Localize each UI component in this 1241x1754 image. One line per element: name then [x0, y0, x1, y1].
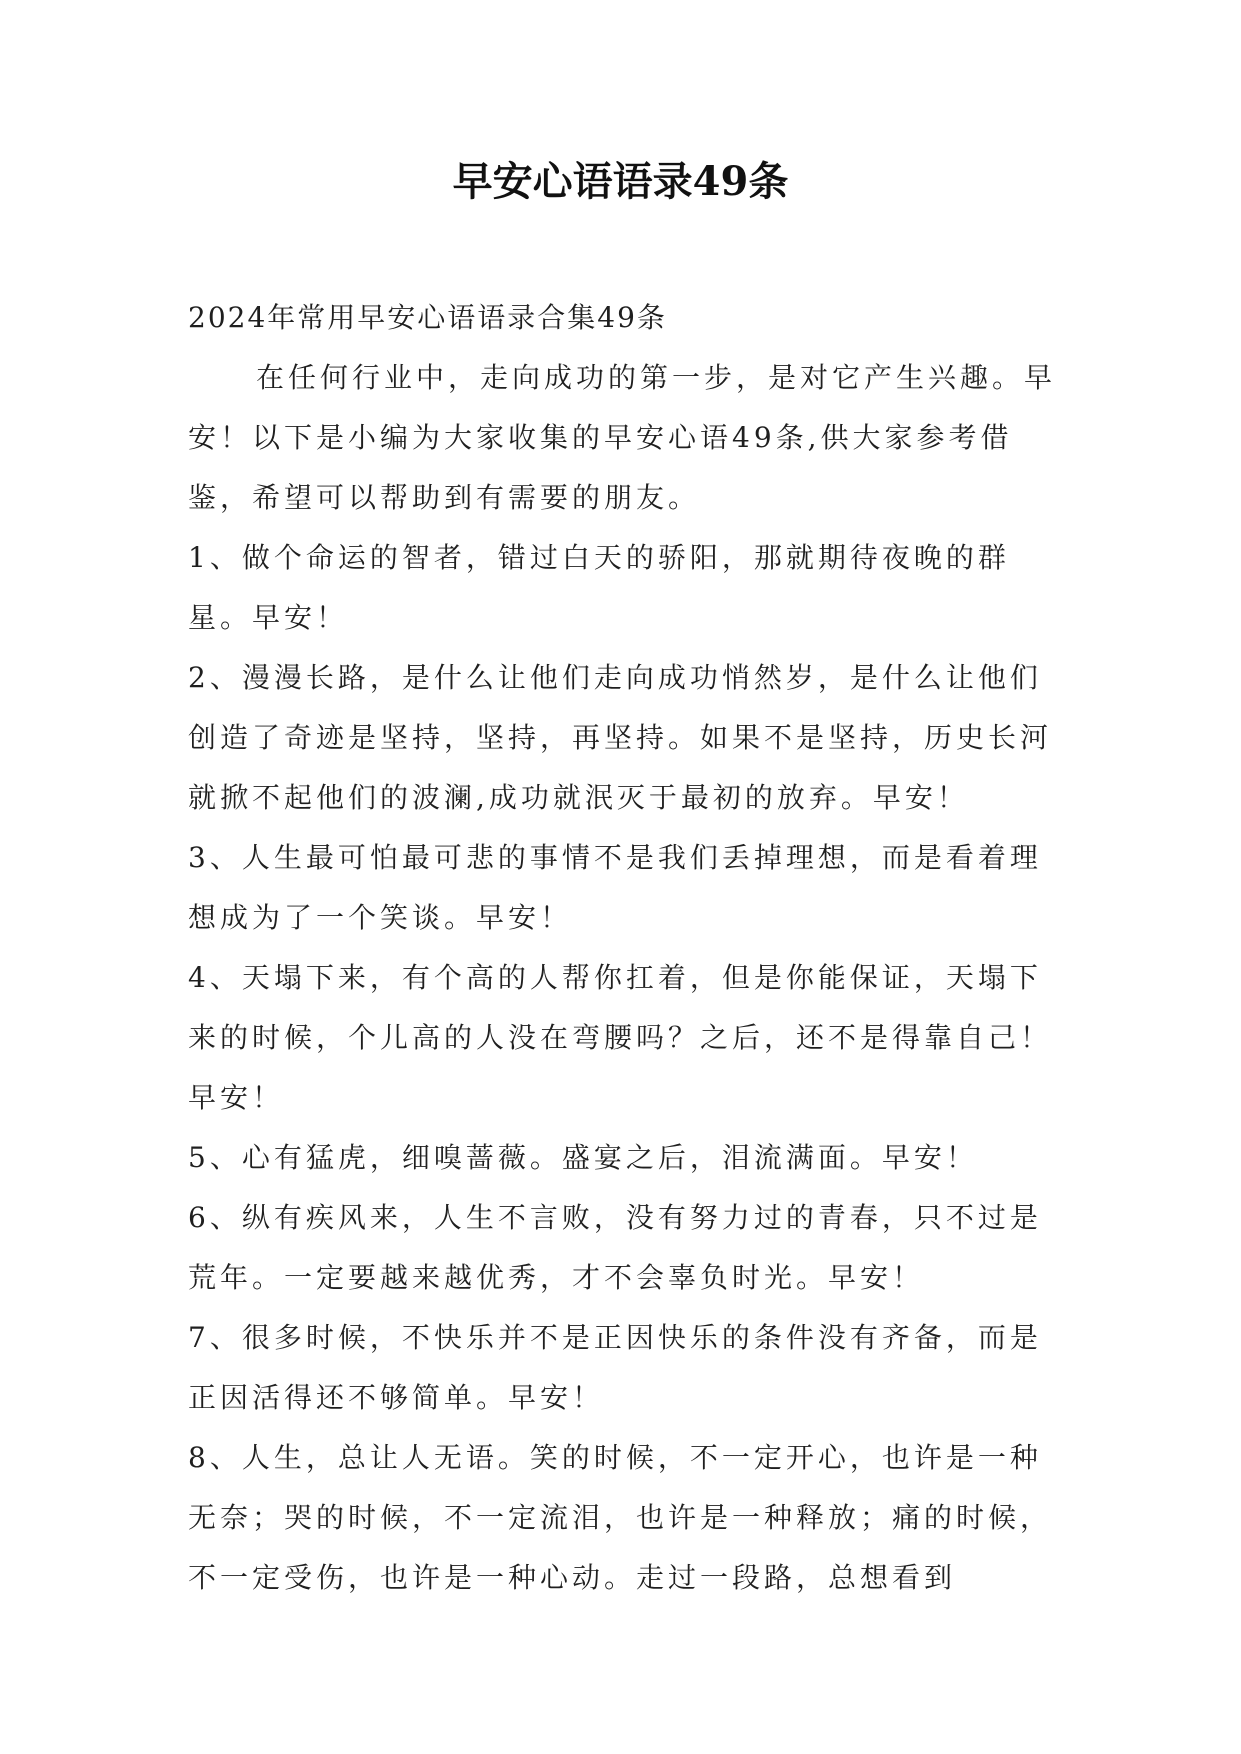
list-item-8: 8、人生，总让人无语。笑的时候，不一定开心，也许是一种无奈；哭的时候，不一定流泪，也许是一种释放；痛的时候，不一定受伤，也许是一种心动。走过一段路，总想看到 — [188, 1441, 1053, 1594]
list-item-6: 6、纵有疾风来，人生不言败，没有努力过的青春，只不过是荒年。一定要越来越优秀，才不会辜负时光。早安！ — [188, 1201, 1042, 1294]
list-item-3: 3、人生最可怕最可悲的事情不是我们丢掉理想，而是看着理想成为了一个笑谈。早安！ — [188, 841, 1042, 934]
list-item-7: 7、很多时候，不快乐并不是正因快乐的条件没有齐备，而是正因活得还不够简单。早安！ — [188, 1321, 1042, 1414]
document-subtitle: 2024年常用早安心语语录合集49条 — [188, 301, 667, 334]
document-body — [188, 288, 1068, 1608]
list-item-1: 1、做个命运的智者，错过白天的骄阳，那就期待夜晚的群星。早安！ — [188, 541, 1010, 634]
list-item-5: 5、心有猛虎，细嗅蔷薇。盛宴之后，泪流满面。早安！ — [188, 1141, 978, 1174]
document-title: 早安心语语录49条 — [452, 158, 789, 205]
list-item-4: 4、天塌下来，有个高的人帮你扛着，但是你能保证，天塌下来的时候，个儿高的人没在弯腰吗？之后，还不是得靠自己！早安！ — [188, 961, 1053, 1114]
list-item-2: 2、漫漫长路，是什么让他们走向成功悄然岁，是什么让他们创造了奇迹是坚持，坚持，再坚持。如果不是坚持，历史长河就掀不起他们的波澜,成功就泯灭于最初的放弃。早安！ — [188, 661, 1053, 814]
intro-paragraph: 在任何行业中，走向成功的第一步，是对它产生兴趣。早安！以下是小编为大家收集的早安心语49条,供大家参考借鉴，希望可以帮助到有需要的朋友。 — [188, 361, 1057, 514]
